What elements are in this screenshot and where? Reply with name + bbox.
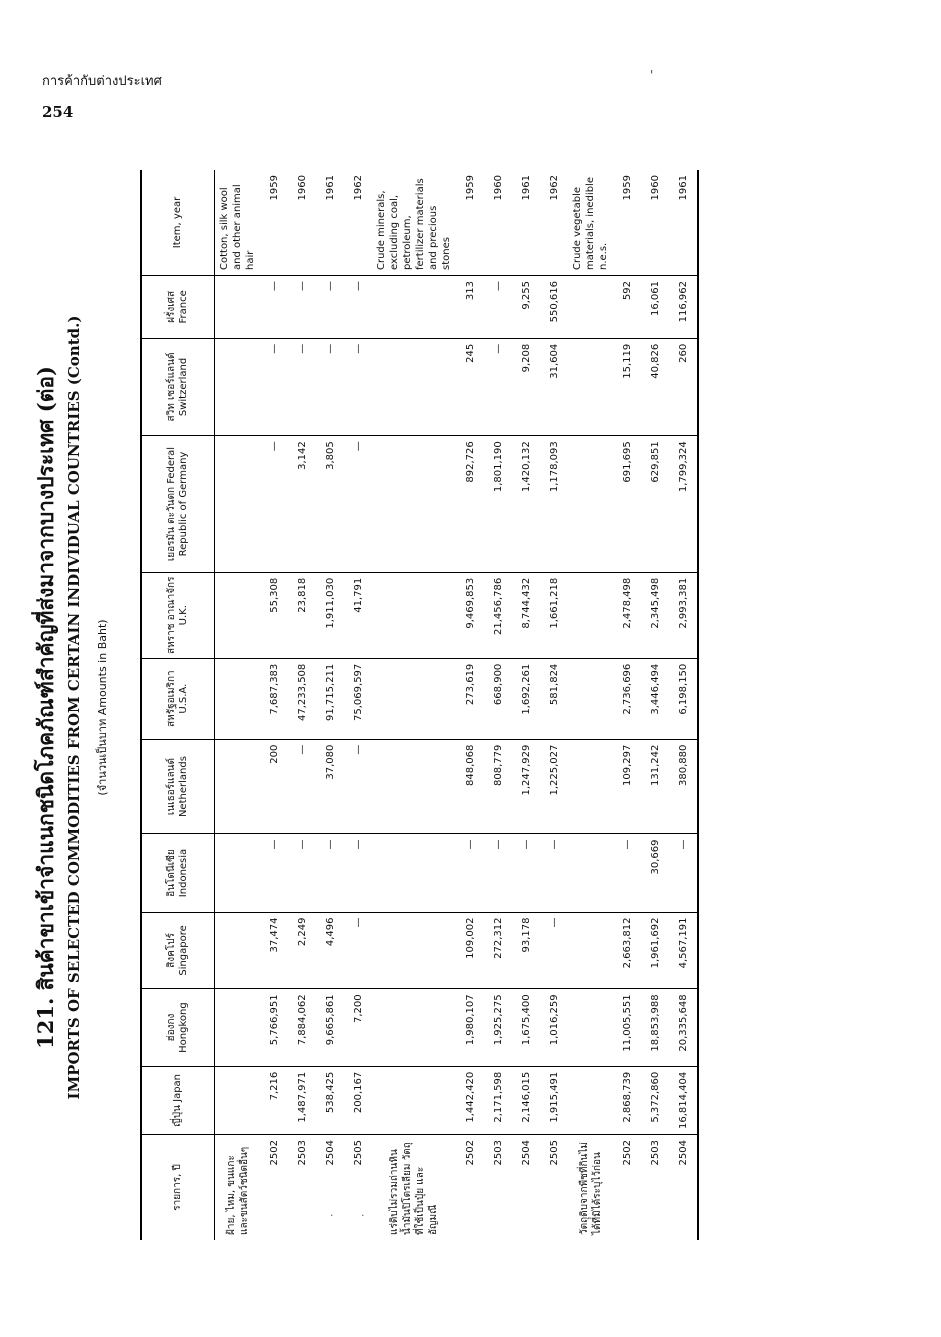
year-thai-cell (288, 1135, 316, 1241)
value-cell-hongkong: 7,884,062 (288, 989, 316, 1066)
col-header-item-en: Item, year (141, 170, 215, 276)
value-cell-singapore: 93,178 (512, 912, 540, 989)
value-cell-uk: 1,661,218 (540, 572, 568, 658)
year-thai-cell (260, 1135, 288, 1241)
empty-cell (372, 338, 456, 436)
value-cell-hongkong: 9,665,861 (316, 989, 344, 1066)
value-cell-hongkong: 18,853,988 (641, 989, 669, 1066)
empty-cell (215, 739, 261, 834)
value-cell-hongkong: 1,675,400 (512, 989, 540, 1066)
value-cell-france: — (288, 276, 316, 339)
table-row (456, 170, 484, 1240)
year-thai-cell (316, 1135, 344, 1241)
empty-cell (372, 436, 456, 573)
table-body (215, 170, 699, 1240)
year-english: 1961 (677, 175, 689, 201)
value-cell-singapore: 2,663,812 (613, 912, 641, 989)
empty-cell (568, 739, 613, 834)
year-english-cell (344, 170, 372, 276)
value-cell-netherlands: — (288, 739, 316, 834)
value-cell-uk: 2,478,498 (613, 572, 641, 658)
year-thai: 2502 (464, 1140, 476, 1166)
value-cell-netherlands: 200 (260, 739, 288, 834)
value-cell-japan: 7,216 (260, 1066, 288, 1134)
value-cell-netherlands: 131,242 (641, 739, 669, 834)
value-cell-france: 16,061 (641, 276, 669, 339)
value-cell-germany: 691,695 (613, 436, 641, 573)
year-thai: 2503 (492, 1140, 504, 1166)
value-cell-usa: 7,687,383 (260, 658, 288, 739)
empty-cell (568, 338, 613, 436)
value-cell-germany: 1,799,324 (669, 436, 698, 573)
col-header-switzerland: สวิท เซอร์แลนด์ Switzerland (141, 338, 215, 436)
value-cell-usa: 47,233,508 (288, 658, 316, 739)
year-english: 1961 (324, 175, 336, 201)
value-cell-singapore: — (540, 912, 568, 989)
value-cell-indonesia: — (316, 834, 344, 912)
value-cell-japan: 5,372,860 (641, 1066, 669, 1134)
empty-cell (372, 739, 456, 834)
value-cell-netherlands: 1,247,929 (512, 739, 540, 834)
value-cell-singapore: 272,312 (484, 912, 512, 989)
year-english-cell (316, 170, 344, 276)
value-cell-singapore: 1,961,692 (641, 912, 669, 989)
empty-cell (215, 1066, 261, 1134)
value-cell-indonesia: — (540, 834, 568, 912)
empty-cell (568, 989, 613, 1066)
value-cell-switzerland: 9,208 (512, 338, 540, 436)
section-label-thai: วัตถุดิบจากพืชที่กินไม่ได้ที่มิได้ระบุไว้ก่อน (578, 1141, 603, 1235)
section-label-english: Crude minerals, excluding coal, petroleum, fertilizer materials and precious stones (372, 170, 456, 276)
empty-cell (372, 912, 456, 989)
value-cell-netherlands: 380,880 (669, 739, 698, 834)
empty-cell (372, 276, 456, 339)
year-thai: 2502 (268, 1140, 280, 1166)
value-cell-france: 313 (456, 276, 484, 339)
value-cell-japan: 2,868,739 (613, 1066, 641, 1134)
section-label-english: Cotton, silk wool and other animal hair (215, 170, 261, 276)
table-row (316, 170, 344, 1240)
section-label-thai: แร่ดิบไม่รวมถ่านหิน น้ำมันปิโตรเลียม วัตถุที่ใช้เป็นปุ๋ย และอัญมณี (389, 1142, 439, 1235)
year-english: 1959 (268, 175, 280, 201)
year-english-cell (512, 170, 540, 276)
year-thai-cell (344, 1135, 372, 1241)
value-cell-netherlands: 808,779 (484, 739, 512, 834)
col-header-france: ฝรั่งเศส France (141, 276, 215, 339)
value-cell-indonesia: — (484, 834, 512, 912)
value-cell-germany: — (260, 436, 288, 573)
value-cell-germany: 1,420,132 (512, 436, 540, 573)
year-english: 1960 (492, 175, 504, 201)
value-cell-france: — (260, 276, 288, 339)
value-cell-singapore: 4,567,191 (669, 912, 698, 989)
value-cell-japan: 2,146,015 (512, 1066, 540, 1134)
empty-cell (568, 834, 613, 912)
col-header-item-th: รายการ, ปี (171, 1164, 183, 1211)
value-cell-switzerland: — (260, 338, 288, 436)
value-cell-france: 116,962 (669, 276, 698, 339)
value-cell-uk: 21,456,786 (484, 572, 512, 658)
col-header-usa: สหรัฐอเมริกา U.S.A. (141, 658, 215, 739)
value-cell-indonesia: — (613, 834, 641, 912)
value-cell-germany: 3,805 (316, 436, 344, 573)
empty-cell (215, 658, 261, 739)
value-cell-switzerland: 31,604 (540, 338, 568, 436)
value-cell-usa: 581,824 (540, 658, 568, 739)
value-cell-germany: — (344, 436, 372, 573)
year-thai-cell (512, 1135, 540, 1241)
value-cell-usa: 273,619 (456, 658, 484, 739)
value-cell-germany: 892,726 (456, 436, 484, 573)
value-cell-switzerland: — (344, 338, 372, 436)
value-cell-france: — (344, 276, 372, 339)
value-cell-japan: 1,487,971 (288, 1066, 316, 1134)
section-header-row (372, 170, 456, 1240)
value-cell-france: — (316, 276, 344, 339)
value-cell-indonesia: — (456, 834, 484, 912)
year-thai-cell (540, 1135, 568, 1241)
empty-cell (372, 658, 456, 739)
value-cell-switzerland: — (316, 338, 344, 436)
margin-mark: ' (650, 68, 654, 82)
value-cell-singapore: — (344, 912, 372, 989)
empty-cell (568, 572, 613, 658)
year-english-cell (260, 170, 288, 276)
value-cell-netherlands: 109,297 (613, 739, 641, 834)
table-row (260, 170, 288, 1240)
year-thai-cell (641, 1135, 669, 1241)
empty-cell (372, 1066, 456, 1134)
value-cell-france: 550,616 (540, 276, 568, 339)
value-cell-switzerland: — (288, 338, 316, 436)
value-cell-hongkong: 1,925,275 (484, 989, 512, 1066)
value-cell-usa: 1,692,261 (512, 658, 540, 739)
table-row (288, 170, 316, 1240)
value-cell-france: 592 (613, 276, 641, 339)
section-label-english: Crude vegetable materials, inedible n.e.s. (568, 170, 613, 276)
value-cell-singapore: 37,474 (260, 912, 288, 989)
value-cell-usa: 91,715,211 (316, 658, 344, 739)
empty-cell (215, 572, 261, 658)
value-cell-hongkong: 20,335,648 (669, 989, 698, 1066)
section-header-row (568, 170, 613, 1240)
col-header-germany: เยอรมัน ตะวันตก Federal Republic of Germany (141, 436, 215, 573)
table-row (484, 170, 512, 1240)
value-cell-hongkong: 1,016,259 (540, 989, 568, 1066)
year-thai: 2505 (352, 1140, 364, 1166)
table-title-english: IMPORTS OF SELECTED COMMODITIES FROM CERTAIN INDIVIDUAL COUNTRIES (Contd.) (65, 315, 83, 1100)
year-thai: 2505 (548, 1140, 560, 1166)
value-cell-japan: 16,814,404 (669, 1066, 698, 1134)
value-cell-indonesia: — (512, 834, 540, 912)
value-cell-netherlands: 1,225,027 (540, 739, 568, 834)
page-number: 254 (42, 103, 74, 121)
value-cell-usa: 3,446,494 (641, 658, 669, 739)
year-english: 1959 (621, 175, 633, 201)
year-english: 1961 (520, 175, 532, 201)
value-cell-usa: 6,198,150 (669, 658, 698, 739)
value-cell-singapore: 4,496 (316, 912, 344, 989)
value-cell-switzerland: — (484, 338, 512, 436)
year-thai: 2502 (621, 1140, 633, 1166)
value-cell-indonesia: 30,669 (641, 834, 669, 912)
value-cell-uk: 2,345,498 (641, 572, 669, 658)
value-cell-uk: 55,308 (260, 572, 288, 658)
empty-cell (215, 834, 261, 912)
empty-cell (568, 436, 613, 573)
year-thai-cell (669, 1135, 698, 1241)
empty-cell (372, 989, 456, 1066)
value-cell-switzerland: 40,826 (641, 338, 669, 436)
empty-cell (372, 572, 456, 658)
value-cell-indonesia: — (344, 834, 372, 912)
empty-cell (568, 658, 613, 739)
value-cell-usa: 668,900 (484, 658, 512, 739)
year-thai: 2503 (649, 1140, 661, 1166)
value-cell-japan: 2,171,598 (484, 1066, 512, 1134)
empty-cell (568, 276, 613, 339)
scan-dots: · · · (330, 1209, 408, 1222)
value-cell-germany: 3,142 (288, 436, 316, 573)
rotated-table-page (30, 145, 810, 1270)
year-english: 1962 (548, 175, 560, 201)
table-row (512, 170, 540, 1240)
year-thai: 2504 (324, 1140, 336, 1166)
value-cell-japan: 1,915,491 (540, 1066, 568, 1134)
value-cell-switzerland: 260 (669, 338, 698, 436)
year-thai: 2503 (296, 1140, 308, 1166)
value-cell-indonesia: — (260, 834, 288, 912)
value-cell-germany: 1,178,093 (540, 436, 568, 573)
value-cell-uk: 23,818 (288, 572, 316, 658)
table-row (669, 170, 698, 1240)
col-header-uk: สหราช อาณาจักร U.K. (141, 572, 215, 658)
col-header-netherlands: เนเธอร์แลนด์ Netherlands (141, 739, 215, 834)
year-english: 1960 (296, 175, 308, 201)
year-thai-cell (613, 1135, 641, 1241)
value-cell-germany: 1,801,190 (484, 436, 512, 573)
value-cell-france: — (484, 276, 512, 339)
value-cell-indonesia: — (669, 834, 698, 912)
value-cell-japan: 538,425 (316, 1066, 344, 1134)
empty-cell (215, 338, 261, 436)
year-english: 1962 (352, 175, 364, 201)
table-row (641, 170, 669, 1240)
empty-cell (215, 276, 261, 339)
value-cell-netherlands: 848,068 (456, 739, 484, 834)
year-thai-cell (456, 1135, 484, 1241)
table-title-thai: 121. สินค้าขาเข้าจำแนกชนิดโภคภัณฑ์สำคัญที่ส่งมาจากบางประเทศ (ต่อ) (33, 366, 58, 1049)
empty-cell (215, 989, 261, 1066)
empty-cell (568, 1066, 613, 1134)
year-thai: 2504 (677, 1140, 689, 1166)
value-cell-uk: 9,469,853 (456, 572, 484, 658)
empty-cell (372, 834, 456, 912)
value-cell-hongkong: 7,200 (344, 989, 372, 1066)
section-label-thai: ฝ้าย, ไหม, ขนแกะ และขนสัตว์ชนิดอื่นๆ (225, 1146, 250, 1235)
table-header-row (141, 170, 215, 1240)
year-thai: 2504 (520, 1140, 532, 1166)
year-english-cell (456, 170, 484, 276)
value-cell-indonesia: — (288, 834, 316, 912)
col-header-singapore: สิงคโปร์ Singapore (141, 912, 215, 989)
value-cell-uk: 2,993,381 (669, 572, 698, 658)
year-thai-cell (484, 1135, 512, 1241)
table-row (344, 170, 372, 1240)
year-english-cell (288, 170, 316, 276)
imports-table (140, 170, 699, 1240)
value-cell-uk: 41,791 (344, 572, 372, 658)
table-row (540, 170, 568, 1240)
value-cell-uk: 1,911,030 (316, 572, 344, 658)
col-header-indonesia: อินโดนีเซีย Indonesia (141, 834, 215, 912)
value-cell-switzerland: 15,119 (613, 338, 641, 436)
year-english: 1959 (464, 175, 476, 201)
value-cell-hongkong: 11,005,551 (613, 989, 641, 1066)
value-cell-japan: 200,167 (344, 1066, 372, 1134)
table-row (613, 170, 641, 1240)
value-cell-singapore: 2,249 (288, 912, 316, 989)
value-cell-netherlands: — (344, 739, 372, 834)
value-cell-france: 9,255 (512, 276, 540, 339)
empty-cell (568, 912, 613, 989)
value-cell-uk: 8,744,432 (512, 572, 540, 658)
value-cell-singapore: 109,002 (456, 912, 484, 989)
value-cell-usa: 75,069,597 (344, 658, 372, 739)
year-english-cell (641, 170, 669, 276)
page-header-title: การค้ากับต่างประเทศ (42, 74, 162, 89)
year-english: 1960 (649, 175, 661, 201)
value-cell-usa: 2,736,696 (613, 658, 641, 739)
col-header-japan: ญี่ปุ่น Japan (141, 1066, 215, 1134)
value-cell-germany: 629,851 (641, 436, 669, 573)
value-cell-netherlands: 37,080 (316, 739, 344, 834)
year-english-cell (613, 170, 641, 276)
col-header-hongkong: ฮ่องกง Hongkong (141, 989, 215, 1066)
year-english-cell (540, 170, 568, 276)
value-cell-hongkong: 5,766,951 (260, 989, 288, 1066)
section-header-row (215, 170, 261, 1240)
year-english-cell (669, 170, 698, 276)
value-cell-japan: 1,442,420 (456, 1066, 484, 1134)
value-cell-switzerland: 245 (456, 338, 484, 436)
year-english-cell (484, 170, 512, 276)
value-cell-hongkong: 1,980,107 (456, 989, 484, 1066)
empty-cell (215, 436, 261, 573)
empty-cell (215, 912, 261, 989)
table-units-note: (จำนวนเป็นบาท Amounts in Baht) (96, 619, 109, 796)
